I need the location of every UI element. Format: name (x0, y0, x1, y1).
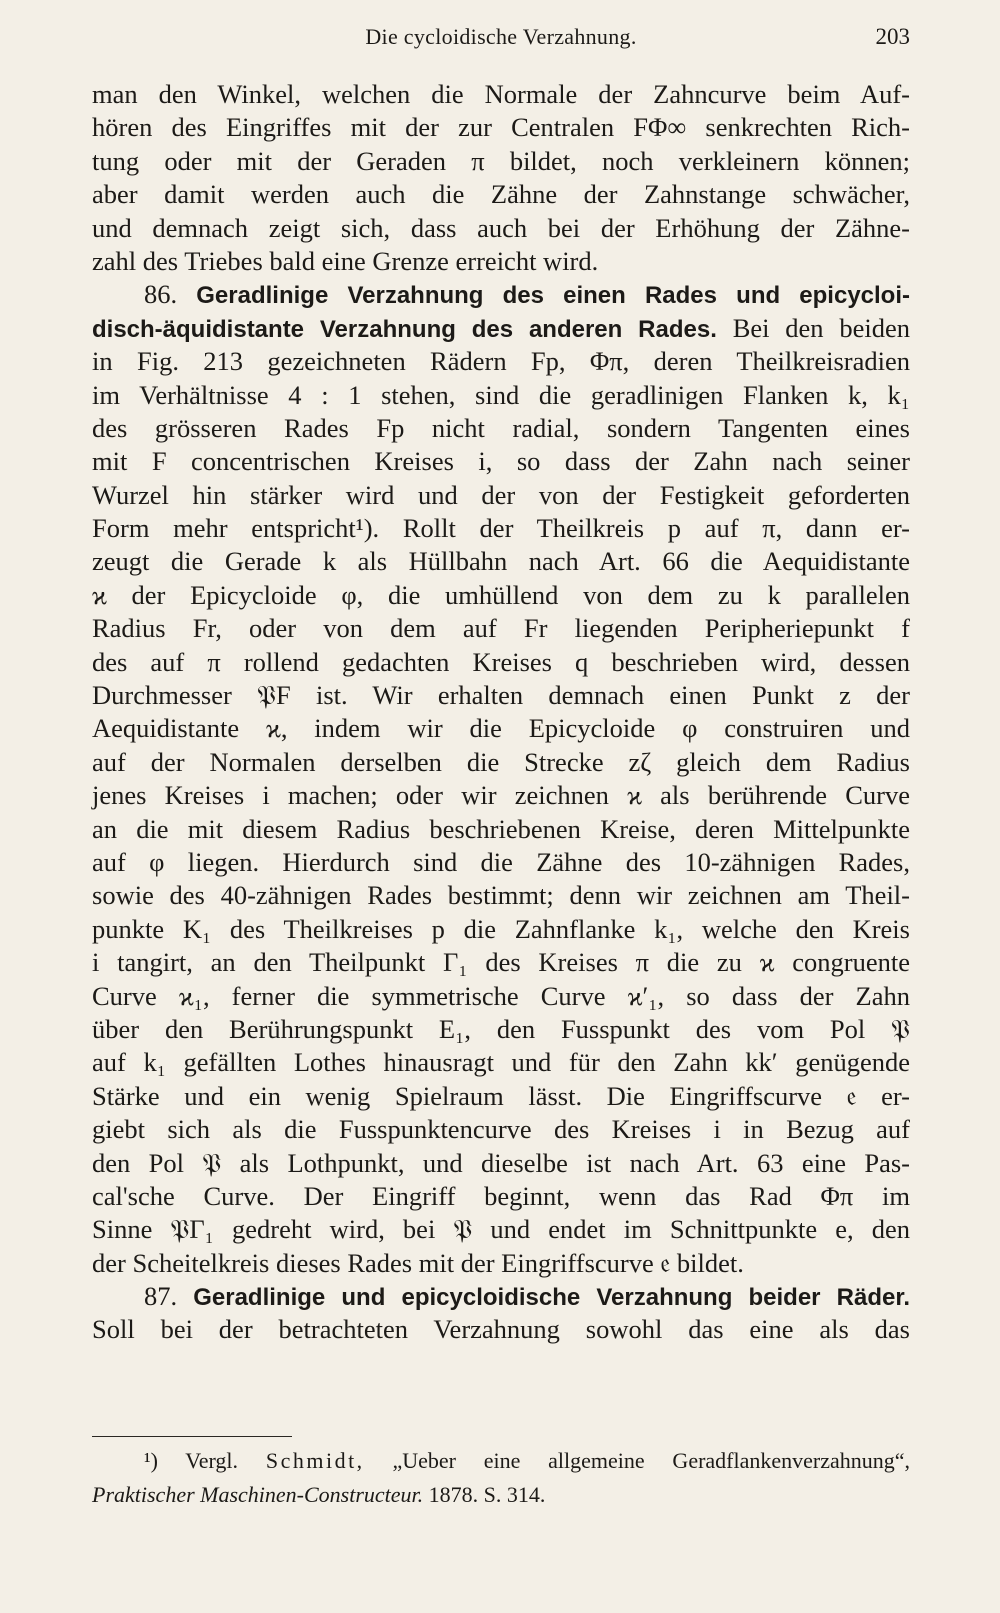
section-86-heading-line-1 (92, 278, 910, 311)
body-text (92, 78, 910, 1347)
footnote (92, 1444, 910, 1512)
section-86-heading-line-2 (92, 312, 910, 345)
text-line: im Verhältnisse 4 : 1 stehen, sind die geradlinigen Flanken k, k₁ (92, 379, 910, 410)
running-title: Die cycloidische Verzahnung. (365, 24, 637, 49)
text-line: Form mehr entspricht¹). Rollt der Theilkreis p auf π, dann er- (92, 513, 910, 544)
section-87-heading-line (92, 1280, 910, 1313)
text-line: giebt sich als die Fusspunktencurve des Kreises i in Bezug auf (92, 1114, 910, 1145)
section-heading: disch-äquidistante Verzahnung des anderen Rades. (92, 315, 717, 343)
footnote-title: „Ueber eine allgemeine Geradflankenverzahnung“, (392, 1448, 911, 1473)
footnote-author: Schmidt, (265, 1448, 365, 1473)
text-line: jenes Kreises i machen; oder wir zeichnen ϰ als berührende Curve (92, 780, 910, 811)
footnote-line-1 (92, 1444, 910, 1478)
text-line: und demnach zeigt sich, dass auch bei der Erhöhung der Zähne- (92, 212, 910, 243)
page-header (92, 24, 910, 64)
footnote-rule (92, 1436, 292, 1437)
text-line: Aequidistante ϰ, indem wir die Epicycloide φ construiren und (92, 713, 910, 744)
text-line: zeugt die Gerade k als Hüllbahn nach Art. 66 die Aequidistante (92, 546, 910, 577)
text-line: hören des Eingriffes mit der zur Centralen FΦ∞ senkrechten Rich- (92, 112, 910, 143)
text-line: Radius Fr, oder von dem auf Fr liegenden Peripheriepunkt f (92, 613, 910, 644)
text-line: den Pol 𝔓 als Lothpunkt, und dieselbe ist nach Art. 63 eine Pas- (92, 1147, 910, 1178)
text-line: mit F concentrischen Kreises i, so dass der Zahn nach seiner (92, 446, 910, 477)
footnote-line-2 (92, 1478, 910, 1512)
text-line: an die mit diesem Radius beschriebenen Kreise, deren Mittelpunkte (92, 813, 910, 844)
text-line: Wurzel hin stärker wird und der von der Festigkeit geforderten (92, 479, 910, 510)
text-line: cal'sche Curve. Der Eingriff beginnt, wenn das Rad Φπ im (92, 1180, 910, 1211)
text-line: der Scheitelkreis dieses Rades mit der Eingriffscurve 𝔢 bildet. (92, 1247, 744, 1278)
text-line: des auf π rollend gedachten Kreises q beschrieben wird, dessen (92, 646, 910, 677)
text-line: in Fig. 213 gezeichneten Rädern Fp, Φπ, deren Theilkreisradien (92, 346, 910, 377)
text-line: über den Berührungspunkt E₁, den Fusspunkt des vom Pol 𝔓 (92, 1013, 910, 1044)
footnote-year: 1878. (428, 1482, 479, 1507)
text-line: auf der Normalen derselben die Strecke zζ gleich dem Radius (92, 746, 910, 777)
section-number: 87. (144, 1281, 178, 1312)
text-line: i tangirt, an den Theilpunkt Γ₁ des Kreises π die zu ϰ congruente (92, 947, 910, 978)
text-line: des grösseren Rades Fp nicht radial, sondern Tangenten eines (92, 412, 910, 443)
section-number: 86. (144, 279, 178, 310)
text-line: tung oder mit der Geraden π bildet, noch verkleinern können; (92, 145, 910, 176)
footnote-page: S. 314. (483, 1482, 546, 1507)
text-line: Sinne 𝔓Γ₁ gedreht wird, bei 𝔓 und endet im Schnittpunkte e, den (92, 1214, 910, 1245)
page-number: 203 (875, 24, 910, 49)
section-heading: Geradlinige Verzahnung des einen Rades und epicycloi- (196, 282, 911, 310)
footnote-marker: ¹) Vergl. (144, 1448, 239, 1473)
text-line: Durchmesser 𝔓F ist. Wir erhalten demnach einen Punkt z der (92, 680, 910, 711)
text-line: Soll bei der betrachteten Verzahnung sowohl das eine als das (92, 1314, 910, 1345)
text-line: punkte K₁ des Theilkreises p die Zahnflanke k₁, welche den Kreis (92, 913, 910, 944)
text-line: man den Winkel, welchen die Normale der Zahncurve beim Auf- (92, 79, 910, 109)
text-line: aber damit werden auch die Zähne der Zahnstange schwächer, (92, 179, 910, 210)
text-line: sowie des 40-zähnigen Rades bestimmt; denn wir zeichnen am Theil- (92, 880, 910, 911)
text-line: auf k₁ gefällten Lothes hinausragt und für den Zahn kk′ genügende (92, 1047, 910, 1078)
footnote-journal: Praktischer Maschinen-Constructeur. (92, 1482, 424, 1507)
section-heading: Geradlinige und epicycloidische Verzahnung beider Räder. (193, 1284, 911, 1312)
text-line: auf φ liegen. Hierdurch sind die Zähne des 10-zähnigen Rades, (92, 846, 910, 877)
text-line: Stärke und ein wenig Spielraum lässt. Die Eingriffscurve 𝔢 er- (92, 1080, 910, 1111)
text-line: ϰ der Epicycloide φ, die umhüllend von dem zu k parallelen (92, 579, 910, 610)
text-line: zahl des Triebes bald eine Grenze erreicht wird. (92, 245, 599, 276)
text-line: Curve ϰ₁, ferner die symmetrische Curve ϰ′₁, so dass der Zahn (92, 980, 910, 1011)
text-fragment: Bei den beiden (732, 312, 911, 343)
